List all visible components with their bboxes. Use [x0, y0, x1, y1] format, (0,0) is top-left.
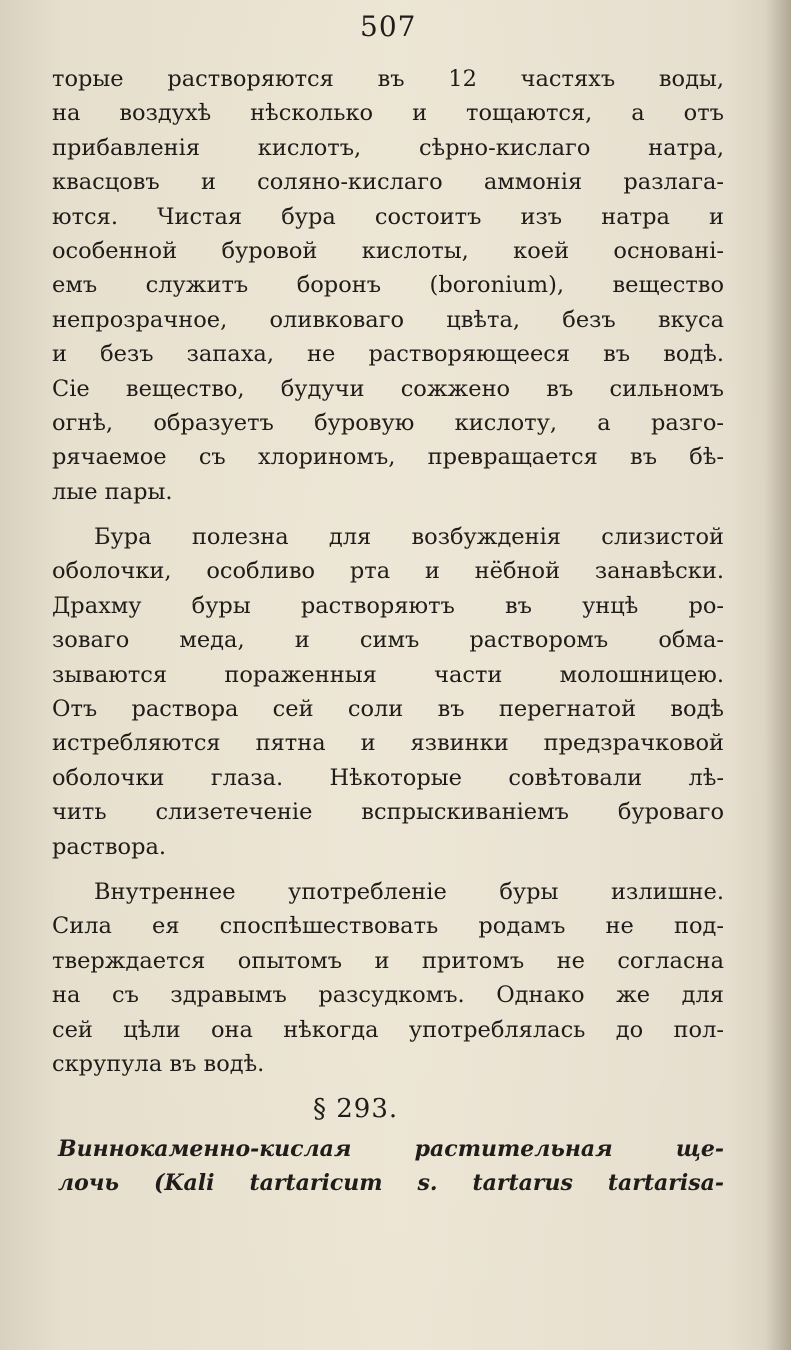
- text-line: лые пары.: [52, 478, 173, 505]
- text-line: прибавленія кислотъ, сѣрно-кислаго натра,: [52, 134, 724, 161]
- text-line: огнѣ, образуетъ буровую кислоту, а разго-: [52, 409, 724, 436]
- text-line: раствора.: [52, 833, 167, 860]
- text-line: емъ служитъ боронъ (boronium), вещество: [52, 272, 724, 299]
- paragraph-internal-use: [52, 875, 724, 1081]
- text-line: Сила ея споспѣшествовать родамъ не под-: [52, 913, 724, 940]
- text-line: рячаемое съ хлориномъ, превращается въ бѣ-: [52, 444, 724, 471]
- text-line: зоваго меда, и симъ растворомъ обма-: [52, 627, 724, 654]
- text-line: особенной буровой кислоты, коей основані-: [52, 237, 724, 264]
- section-heading: [58, 1132, 724, 1200]
- text-line: оболочки, особливо рта и нёбной занавѣски.: [52, 558, 724, 585]
- text-line: скрупула въ водѣ.: [52, 1050, 265, 1077]
- text-line: тверждается опытомъ и притомъ не согласна: [52, 947, 724, 974]
- text-line: на съ здравымъ разсудкомъ. Однако же для: [52, 982, 724, 1009]
- text-line: чить слизетеченіе вспрыскиваніемъ буроваго: [52, 799, 724, 826]
- text-line: Сіе вещество, будучи сожжено въ сильномъ: [52, 375, 724, 402]
- text-line: оболочки глаза. Нѣкоторые совѣтовали лѣ-: [52, 764, 724, 791]
- heading-line: Виннокаменно-кислая растительная ще-: [58, 1136, 724, 1162]
- text-line: Внутреннее употребленіе буры излишне.: [94, 879, 724, 905]
- text-line: торые растворяются въ 12 частяхъ воды,: [52, 66, 724, 92]
- text-line: истребляются пятна и язвинки предзрачковой: [52, 730, 724, 757]
- text-line: и безъ запаха, не растворяющееся въ водѣ.: [52, 341, 724, 368]
- text-line: ются. Чистая бура состоитъ изъ натра и: [52, 203, 724, 230]
- text-line: сей цѣли она нѣкогда употреблялась до пол-: [52, 1016, 724, 1043]
- text-line: Отъ раствора сей соли въ перегнатой водѣ: [52, 695, 724, 722]
- text-line: Драхму буры растворяютъ въ унцѣ ро-: [52, 592, 724, 619]
- paragraph-borax-uses: [52, 520, 724, 864]
- section-number: § 293.: [313, 1094, 399, 1124]
- text-line: зываются пораженныя части молошницею.: [52, 661, 724, 688]
- page-number: 507: [360, 10, 417, 43]
- text-line: Бура полезна для возбужденія слизистой: [94, 524, 724, 550]
- text-line: квасцовъ и соляно-кислаго аммонія разлага-: [52, 169, 724, 196]
- text-line: на воздухѣ нѣсколько и тощаются, а отъ: [52, 100, 724, 127]
- heading-line: лочь (Kali tartaricum s. tartarus tartarisa-: [58, 1170, 724, 1196]
- text-line: непрозрачное, оливковаго цвѣта, безъ вкуса: [52, 306, 724, 333]
- paragraph-borax-description: [52, 62, 724, 509]
